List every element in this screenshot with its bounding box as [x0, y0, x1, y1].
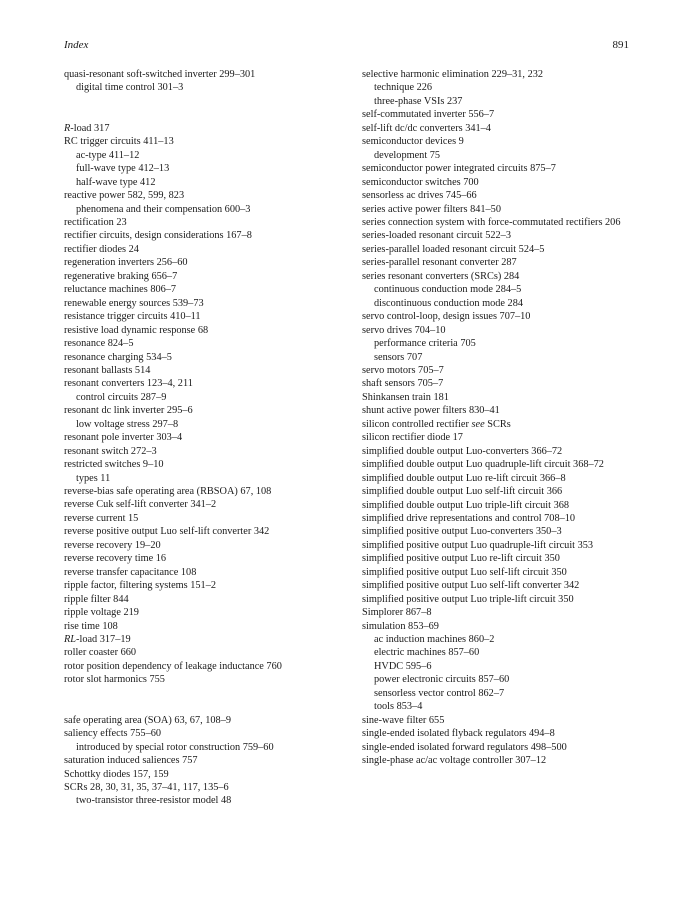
index-subentry: tools 853–4 — [374, 701, 423, 713]
index-subentry: continuous conduction mode 284–5 — [374, 284, 522, 296]
index-entry: ripple filter 844 — [64, 593, 129, 605]
index-subentry: control circuits 287–9 — [76, 391, 167, 403]
index-entry: servo motors 705–7 — [362, 364, 444, 376]
index-column-left — [64, 68, 349, 808]
index-entry: SCRs 28, 30, 31, 35, 37–41, 117, 135–6 — [64, 781, 229, 793]
index-entry: resistive load dynamic response 68 — [64, 324, 209, 336]
index-entry: rise time 108 — [64, 620, 118, 632]
index-entry: reverse recovery 19–20 — [64, 539, 161, 551]
entry-text: -load 317 — [70, 122, 110, 134]
index-entry: RC trigger circuits 411–13 — [64, 136, 174, 148]
index-entry: simplified positive output Luo-converters 350–3 — [362, 526, 562, 538]
index-entry: simplified double output Luo quadruple-lift circuit 368–72 — [362, 459, 604, 471]
index-subentry: phenomena and their compensation 600–3 — [76, 203, 251, 215]
index-entry: simplified positive output Luo re-lift circuit 350 — [362, 553, 560, 565]
index-entry: simulation 853–69 — [362, 620, 439, 632]
index-entry: resonance 824–5 — [64, 338, 134, 350]
index-entry: series-parallel loaded resonant circuit 524–5 — [362, 243, 545, 255]
index-entry: silicon rectifier diode 17 — [362, 432, 463, 444]
index-entry: simplified double output Luo re-lift circuit 366–8 — [362, 472, 566, 484]
index-entry: sine-wave filter 655 — [362, 714, 445, 726]
index-entry: ripple voltage 219 — [64, 607, 139, 619]
index-entry: rotor slot harmonics 755 — [64, 674, 165, 686]
index-entry: reverse current 15 — [64, 512, 139, 524]
index-entry: resonant switch 272–3 — [64, 445, 157, 457]
index-entry: Shinkansen train 181 — [362, 391, 449, 403]
index-entry: saliency effects 755–60 — [64, 728, 162, 740]
index-subentry: ac-type 411–12 — [76, 149, 140, 161]
index-subentry: sensorless vector control 862–7 — [374, 687, 505, 699]
index-entry: restricted switches 9–10 — [64, 459, 164, 471]
index-entry: series resonant converters (SRCs) 284 — [362, 270, 520, 282]
letter-group-gap — [64, 687, 349, 714]
index-entry — [64, 122, 349, 135]
index-entry — [362, 418, 632, 431]
index-entry: reactive power 582, 599, 823 — [64, 190, 185, 202]
index-entry: regenerative braking 656–7 — [64, 270, 178, 282]
index-entry: resonant converters 123–4, 211 — [64, 378, 193, 390]
entry-text: -load 317–19 — [76, 634, 131, 646]
index-entry: series-parallel resonant converter 287 — [362, 257, 517, 269]
page-number: 891 — [612, 39, 629, 51]
index-column-right — [362, 68, 632, 768]
index-entry: single-ended isolated flyback regulators 494–8 — [362, 728, 555, 740]
index-entry: shaft sensors 705–7 — [362, 378, 444, 390]
index-subentry: three-phase VSIs 237 — [374, 95, 463, 107]
index-entry: rectifier circuits, design considerations 167–8 — [64, 230, 252, 242]
index-entry: resonant dc link inverter 295–6 — [64, 405, 193, 417]
index-entry: Schottky diodes 157, 159 — [64, 768, 169, 780]
index-subentry: technique 226 — [374, 82, 433, 94]
index-entry: reverse transfer capacitance 108 — [64, 566, 197, 578]
index-subentry: types 11 — [76, 472, 111, 484]
index-entry: resonance charging 534–5 — [64, 351, 172, 363]
index-entry: semiconductor power integrated circuits 875–7 — [362, 163, 556, 175]
index-entry: semiconductor switches 700 — [362, 176, 479, 188]
index-entry: simplified double output Luo triple-lift circuit 368 — [362, 499, 570, 511]
index-entry: shunt active power filters 830–41 — [362, 405, 500, 417]
index-entry: single-phase ac/ac voltage controller 307–12 — [362, 755, 547, 767]
index-entry: semiconductor devices 9 — [362, 136, 464, 148]
index-entry: simplified positive output Luo quadruple-lift circuit 353 — [362, 539, 594, 551]
index-subentry: digital time control 301–3 — [76, 82, 184, 94]
running-head-title: Index — [64, 39, 89, 51]
index-entry: servo drives 704–10 — [362, 324, 446, 336]
index-entry: ripple factor, filtering systems 151–2 — [64, 580, 217, 592]
index-subentry: introduced by special rotor construction 759–60 — [76, 741, 274, 753]
index-entry: regeneration inverters 256–60 — [64, 257, 188, 269]
index-subentry: two-transistor three-resistor model 48 — [76, 795, 232, 807]
index-subentry: performance criteria 705 — [374, 338, 476, 350]
index-subentry: discontinuous conduction mode 284 — [374, 297, 524, 309]
index-subentry: low voltage stress 297–8 — [76, 418, 179, 430]
index-entry: simplified positive output Luo self-lift converter 342 — [362, 580, 580, 592]
index-entry: self-lift dc/dc converters 341–4 — [362, 122, 491, 134]
index-subentry: HVDC 595–6 — [374, 660, 432, 672]
index-entry: safe operating area (SOA) 63, 67, 108–9 — [64, 714, 231, 726]
index-entry: rotor position dependency of leakage inductance 760 — [64, 660, 282, 672]
entry-text: silicon controlled rectifier — [362, 418, 472, 430]
index-subentry: ac induction machines 860–2 — [374, 634, 495, 646]
index-entry — [64, 633, 349, 646]
index-subentry: half-wave type 412 — [76, 176, 156, 188]
index-entry: roller coaster 660 — [64, 647, 137, 659]
index-subentry: sensors 707 — [374, 351, 423, 363]
index-entry: resistance trigger circuits 410–11 — [64, 311, 201, 323]
entry-text-tail: SCRs — [484, 418, 511, 430]
index-entry: series-loaded resonant circuit 522–3 — [362, 230, 511, 242]
index-subentry: power electronic circuits 857–60 — [374, 674, 510, 686]
index-entry: reverse positive output Luo self-lift converter 342 — [64, 526, 270, 538]
index-subentry: full-wave type 412–13 — [76, 163, 170, 175]
letter-group-gap — [64, 95, 349, 122]
index-subentry: electric machines 857–60 — [374, 647, 480, 659]
index-entry: sensorless ac drives 745–66 — [362, 190, 477, 202]
index-entry: rectifier diodes 24 — [64, 243, 139, 255]
index-entry: self-commutated inverter 556–7 — [362, 109, 495, 121]
index-entry: saturation induced saliences 757 — [64, 755, 198, 767]
index-entry: quasi-resonant soft-switched inverter 299–301 — [64, 69, 256, 80]
index-entry: simplified positive output Luo self-lift circuit 350 — [362, 566, 567, 578]
index-entry: reverse-bias safe operating area (RBSOA) 67, 108 — [64, 486, 272, 498]
index-entry: rectification 23 — [64, 216, 127, 228]
index-entry: simplified positive output Luo triple-lift circuit 350 — [362, 593, 574, 605]
index-entry: renewable energy sources 539–73 — [64, 297, 204, 309]
index-entry: reverse recovery time 16 — [64, 553, 167, 565]
index-entry: simplified double output Luo self-lift circuit 366 — [362, 486, 563, 498]
index-subentry: development 75 — [374, 149, 441, 161]
index-entry: servo control-loop, design issues 707–10 — [362, 311, 531, 323]
index-entry: simplified drive representations and control 708–10 — [362, 512, 576, 524]
entry-italic-text: RL — [64, 634, 77, 646]
index-entry: resonant pole inverter 303–4 — [64, 432, 183, 444]
index-entry: single-ended isolated forward regulators 498–500 — [362, 741, 567, 753]
index-entry: Simplorer 867–8 — [362, 607, 432, 619]
index-entry: resonant ballasts 514 — [64, 364, 151, 376]
index-entry: simplified double output Luo-converters 366–72 — [362, 445, 563, 457]
index-entry: reluctance machines 806–7 — [64, 284, 177, 296]
index-entry: series connection system with force-commutated rectifiers 206 — [362, 216, 621, 228]
index-entry: reverse Cuk self-lift converter 341–2 — [64, 499, 217, 511]
running-head — [64, 38, 629, 52]
entry-italic-text: R — [64, 122, 71, 134]
index-entry: selective harmonic elimination 229–31, 232 — [362, 69, 544, 80]
entry-italic-text: see — [471, 418, 485, 430]
index-entry: series active power filters 841–50 — [362, 203, 501, 215]
